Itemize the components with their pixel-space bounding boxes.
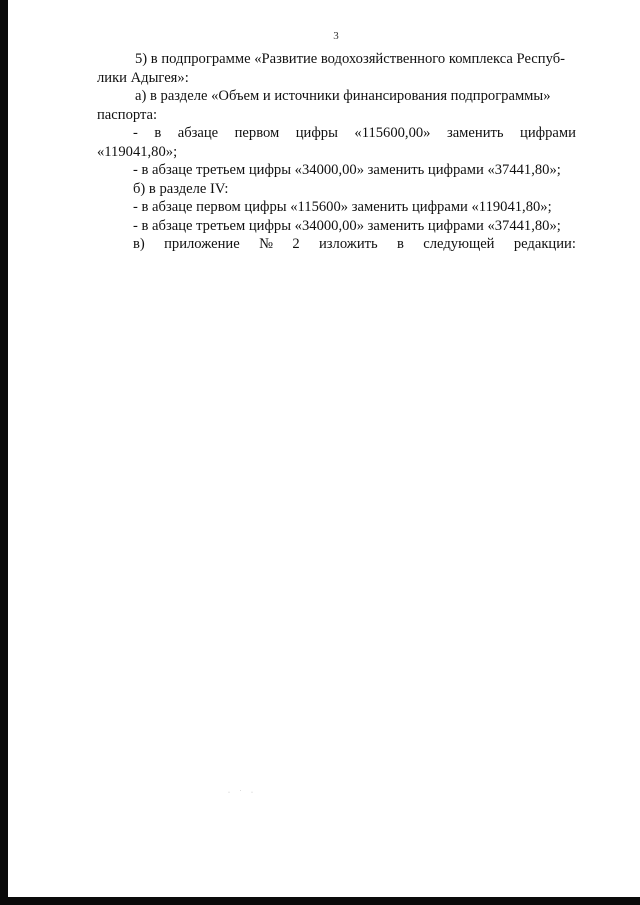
paragraph-abzac-third: - в абзаце третьем цифры «34000,00» заменить цифрами «37441,80»;: [133, 162, 561, 178]
word: в): [133, 236, 145, 252]
word: заменить: [446, 125, 504, 141]
page-number: 3: [333, 30, 339, 42]
word: приложение: [164, 236, 240, 252]
word: №: [259, 236, 273, 252]
paragraph-a-line-2: паспорта:: [97, 106, 158, 123]
word: редакции:: [513, 236, 576, 252]
scan-specks: · ˙ ·: [228, 790, 257, 796]
paragraph-a-line-1: а) в разделе «Объем и источники финансирования подпрограммы»: [135, 88, 551, 104]
paragraph-section-iv-first: - в абзаце первом цифры «115600» заменить цифрами «119041,80»;: [133, 199, 552, 215]
word: первом: [234, 125, 280, 141]
word: в: [154, 125, 162, 141]
word: «115600,00»: [354, 125, 431, 141]
word: -: [133, 125, 138, 141]
word: 2: [292, 236, 300, 252]
paragraph-5-line-1: 5) в подпрограмме «Развитие водохозяйственного комплекса Респуб-: [135, 51, 565, 67]
word: изложить: [318, 236, 378, 252]
scan-border-left: [0, 0, 8, 905]
paragraph-section-iv-third: - в абзаце третьем цифры «34000,00» заменить цифрами «37441,80»;: [133, 217, 561, 234]
paragraph-abzac-first-line-2: «119041,80»;: [97, 143, 178, 160]
word: абзаце: [177, 125, 219, 141]
paragraph-abzac-first-line-1: [97, 124, 576, 143]
word: цифрами: [520, 125, 576, 141]
scan-border-bottom: [0, 897, 640, 905]
paragraph-v-appendix: [97, 235, 576, 254]
word: цифры: [295, 125, 338, 141]
word: в: [397, 236, 404, 252]
word: следующей: [423, 236, 495, 252]
paragraph-b-section-iv: б) в разделе IV:: [133, 180, 229, 197]
document-body: [97, 50, 576, 254]
paragraph-5-line-2: лики Адыгея»:: [97, 69, 189, 86]
